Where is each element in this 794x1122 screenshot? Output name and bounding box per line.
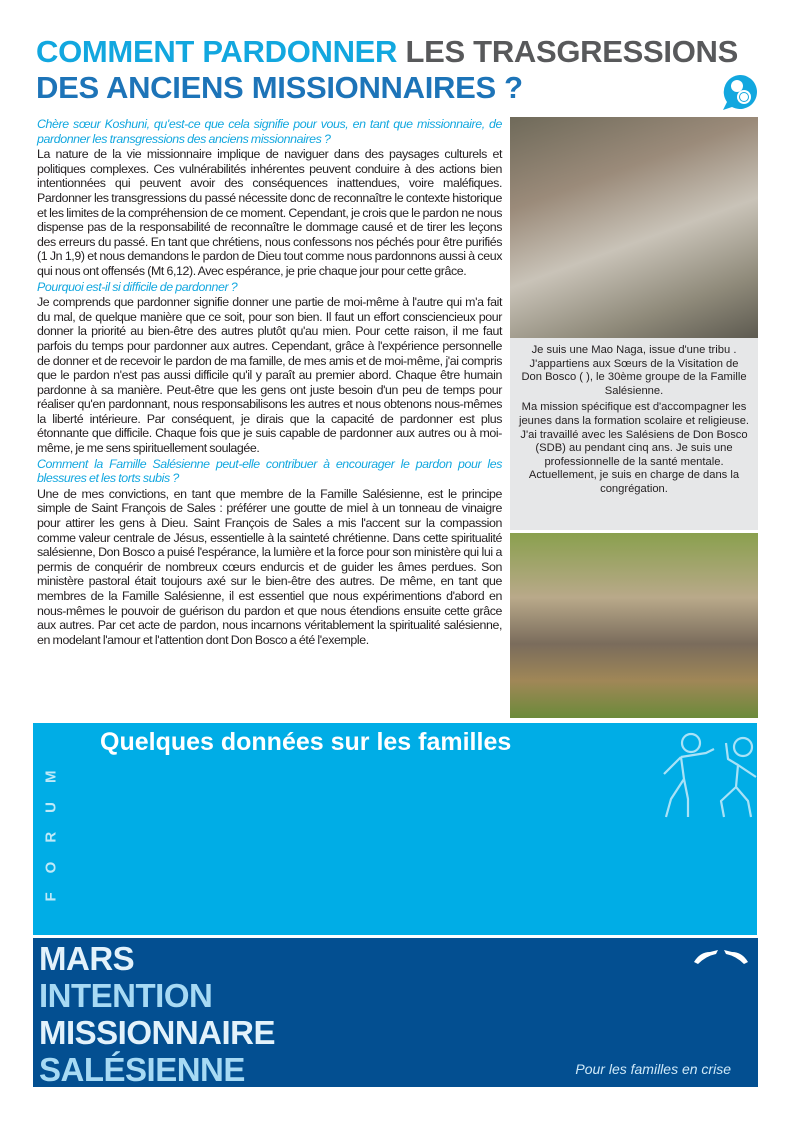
forum-title: Quelques données sur les familles xyxy=(100,728,512,756)
page-title xyxy=(36,34,738,106)
praying-hands-icon xyxy=(692,944,750,966)
intention-line-3: MISSIONNAIRE xyxy=(39,1014,276,1051)
answer-3: Une de mes convictions, en tant que membre de la Famille Salésienne, est le principe simple de Saint François de Sales : préférer une goutte de miel à un tonneau de vinaigre pour attirer les gens à Dieu. Saint François de Sales a mis l'accent sur la compassion comme valeur centrale de Jésus, essentielle à la sainteté chrétienne. Dans cette spiritualité salésienne, Don Bosco a puisé l'espérance, la lumière et la force pour son ministère qui lui a permis de conquérir de nombreux cœurs endurcis et de guider les âmes perdues. Son ministère pastoral était toujours axé sur le bien-être des autres. De même, en tant que membres de la Famille Salésienne, il est essentiel que nous expérimentions d'abord en nous-mêmes le pouvoir de guérison du pardon et que nous étendions ensuite cette grâce aux autres. Par cet acte de pardon, nous incarnons véritablement la spiritualité salésienne, en modelant l'amour et l'attention dont Don Bosco a été l'exemple. xyxy=(37,486,502,647)
title-part1: COMMENT PARDONNER xyxy=(36,34,398,69)
intention-line-4: SALÉSIENNE xyxy=(39,1051,245,1088)
title-part2: LES TRASGRESSIONS xyxy=(405,34,738,69)
question-3: Comment la Famille Salésienne peut-elle contribuer à encourager le pardon pour les blessures et les torts subis ? xyxy=(37,456,502,486)
prayer-intention-box xyxy=(33,938,758,1087)
bio-paragraph-1: Je suis une Mao Naga, issue d'une tribu . J'appartiens aux Sœurs de la Visitation de Don Bosco ( ), le 30ème groupe de la Famille Salésienne. xyxy=(521,344,747,397)
intention-month: MARS xyxy=(39,940,135,977)
forum-label: FORUM xyxy=(42,751,60,902)
title-line2: DES ANCIENS MISSIONNAIRES ? xyxy=(36,70,523,105)
article-body xyxy=(37,117,502,648)
photo-sisters-sitting xyxy=(510,117,758,338)
intention-subtitle: Pour les familles en crise xyxy=(575,1061,731,1077)
question-1: Chère sœur Koshuni, qu'est-ce que cela signifie pour vous, en tant que missionnaire, de pardonner les transgressions des anciens missionnaires ? xyxy=(37,117,502,146)
speech-bubble-logo-icon xyxy=(720,73,760,111)
forum-box xyxy=(33,723,757,935)
dancing-people-icon xyxy=(626,729,766,824)
question-2: Pourquoi est-il si difficile de pardonner ? xyxy=(37,279,238,294)
bio-paragraph-2: Ma mission spécifique est d'accompagner les jeunes dans la formation scolaire et religieuse. J'ai travaillé avec les Salésiens de Don Bosco (SDB) au pendant cinq ans. Je suis une professionnelle de la santé mentale. Actuellement, je suis en charge de dans la congrégation. xyxy=(518,401,750,495)
bio-caption xyxy=(510,338,758,530)
answer-2: Je comprends que pardonner signifie donner une partie de moi-même à l'autre qui m'a fait du mal, de quelque manière que ce soit, pour son bien. Il faut un effort consciencieux pour donner la priorité au bien-être des autres plutôt qu'au mien. Pour cette raison, il me faut parfois du temps pour pardonner aux autres. Cependant, grâce à l'expérience personnelle de donner et de recevoir le pardon de ma famille, de mes amis et de moi-même, j'ai compris que le pardon n'est pas aussi difficile qu'il y paraît au premier abord. Chaque être humain pardonne à sa manière. Peut-être que les gens ont juste besoin d'un peu de temps pour réaliser qu'en pardonnant, nous responsabilisons les autres et nous obtenons nous-mêmes la liberté intérieure. Par conséquent, je dirais que la capacité de pardonner est plus étonnante que difficile. Chaque fois que je suis capable de pardonner aux autres ou à moi-même, je me sens spirituellement soulagée. xyxy=(37,295,502,456)
photo-group-with-brooms xyxy=(510,533,758,718)
intention-line-2: INTENTION xyxy=(39,977,213,1014)
answer-1: La nature de la vie missionnaire implique de naviguer dans des paysages culturels et politiques complexes. Ces vulnérabilités inhérentes peuvent conduire à des actions bien intentionnées qui peuvent avoir des conséquences inattendues, voire maléfiques. Pardonner les transgressions du passé nécessite donc de reconnaître le contexte historique et les limites de la compréhension de ce moment. Cependant, je crois que le pardon ne nous dispense pas de la responsabilité de reconnaître le dommage causé et de tirer les leçons des erreurs du passé. En tant que chrétiens, nous confessons nos péchés pour être purifiés (1 Jn 1,9) et nous demandons le pardon de Dieu tout comme nous pardonnons aussi à ceux qui nous ont offensés (Mt 6,12). Avec espérance, je prie chaque jour pour cette grâce. xyxy=(37,147,503,278)
